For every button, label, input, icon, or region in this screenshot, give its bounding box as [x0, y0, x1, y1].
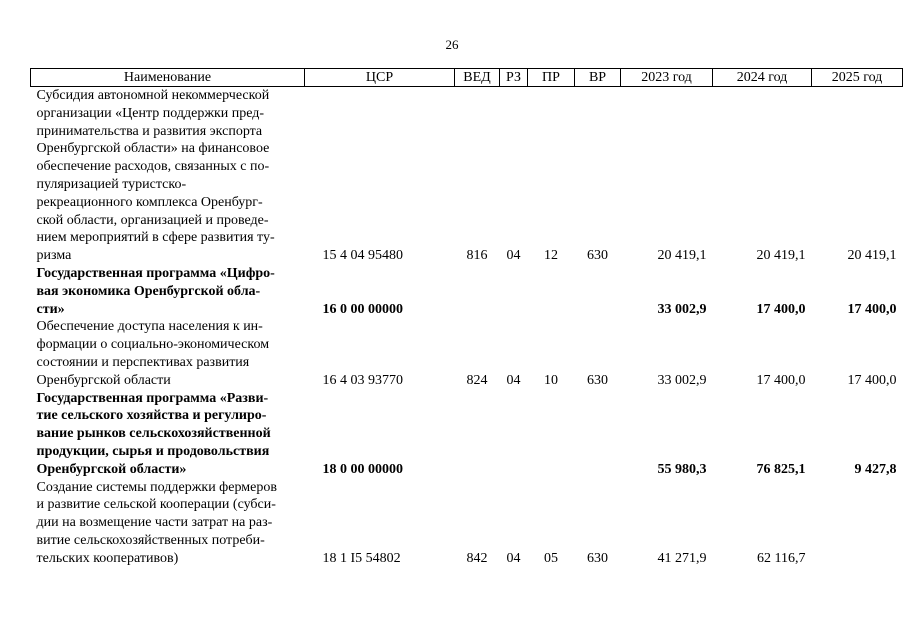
column-header-pr: ПР: [528, 69, 575, 87]
cell-rz: 04: [506, 372, 521, 388]
name-line: Субсидия автономной некоммерческой: [36, 88, 270, 103]
cell-name: [31, 390, 305, 479]
cell-2025: [812, 479, 903, 568]
column-header-2024: 2024 год: [713, 69, 812, 87]
cell-pr: 05: [544, 550, 558, 566]
name-line: состоянии и перспективах развития: [36, 354, 250, 370]
name-line: Государственная программа «Цифро-: [36, 265, 275, 281]
name-line: Оренбургской области: [36, 372, 171, 388]
cell-ved: 816: [466, 248, 488, 264]
cell-vr: [575, 265, 621, 318]
cell-pr: [528, 390, 575, 479]
column-header-2025: 2025 год: [812, 69, 903, 87]
name-line: Оренбургской области»: [36, 461, 187, 477]
cell-2025: 9 427,8: [854, 461, 897, 477]
cell-2023: 33 002,9: [657, 301, 707, 317]
cell-2025: 20 419,1: [847, 248, 897, 264]
cell-ved: [455, 390, 500, 479]
name-line: пуляризацией туристско-: [36, 176, 187, 192]
name-line: организации «Центр поддержки пред-: [36, 105, 265, 121]
cell-2025: 17 400,0: [847, 301, 897, 317]
column-header-2023: 2023 год: [621, 69, 713, 87]
table-row: [31, 87, 903, 265]
name-line: принимательства и развития экспорта: [36, 123, 263, 139]
table-row: [31, 479, 903, 568]
cell-csr: 18 0 00 00000: [322, 461, 403, 477]
cell-csr: 16 4 03 93770: [322, 372, 403, 388]
name-line: формации о социально-экономическом: [36, 337, 270, 353]
column-header-vr: ВР: [575, 69, 621, 87]
name-line: Создание системы поддержки фермеров: [36, 479, 277, 495]
name-line: тельских кооперативов): [36, 550, 179, 566]
table-row: [31, 265, 903, 318]
cell-ved: 842: [466, 550, 488, 566]
cell-vr: [575, 390, 621, 479]
cell-2023: 20 419,1: [657, 248, 707, 264]
column-header-ved: ВЕД: [455, 69, 500, 87]
name-line: тие сельского хозяйства и регулиро-: [36, 408, 267, 424]
cell-pr: [528, 265, 575, 318]
name-line: ской области, организацией и проведе-: [36, 212, 269, 228]
budget-table: [30, 68, 903, 568]
name-line: и развитие сельской кооперации (субси-: [36, 497, 276, 513]
cell-ved: [455, 265, 500, 318]
name-line: вание рынков сельскохозяйственной: [36, 426, 271, 442]
name-line: продукции, сырья и продовольствия: [36, 443, 270, 459]
cell-csr: 15 4 04 95480: [322, 248, 403, 264]
cell-name: [31, 265, 305, 318]
cell-rz: 04: [506, 550, 521, 566]
cell-2025: 17 400,0: [847, 372, 897, 388]
table-row: [31, 318, 903, 389]
name-line: рекреационного комплекса Оренбург-: [36, 194, 263, 210]
cell-2024: 76 825,1: [756, 461, 806, 477]
column-header-rz: РЗ: [500, 69, 528, 87]
cell-rz: [500, 265, 528, 318]
cell-csr: 16 0 00 00000: [322, 301, 403, 317]
cell-2023: 55 980,3: [657, 461, 707, 477]
cell-vr: 630: [587, 372, 608, 388]
table-row: [31, 390, 903, 479]
cell-pr: 10: [544, 372, 558, 388]
name-line: вая экономика Оренбургской обла-: [36, 283, 261, 299]
table-header-row: [31, 69, 903, 87]
cell-name: [31, 479, 305, 568]
cell-name: [31, 318, 305, 389]
name-line: Обеспечение доступа населения к ин-: [36, 319, 263, 335]
cell-2024: 20 419,1: [756, 248, 806, 264]
cell-2024: 17 400,0: [756, 301, 806, 317]
column-header-name: Наименование: [31, 69, 305, 87]
cell-2023: 41 271,9: [657, 550, 707, 566]
name-line: обеспечение расходов, связанных с по-: [36, 159, 270, 175]
name-line: Оренбургской области» на финансовое: [36, 141, 270, 157]
name-line: Государственная программа «Разви-: [36, 390, 269, 406]
cell-csr: 18 1 I5 54802: [322, 550, 401, 566]
cell-2024: 62 116,7: [757, 550, 806, 566]
cell-rz: 04: [506, 248, 521, 264]
name-line: дии на возмещение части затрат на раз-: [36, 515, 273, 531]
name-line: нием мероприятий в сфере развития ту-: [36, 230, 275, 246]
cell-pr: 12: [544, 248, 558, 264]
name-line: витие сельскохозяйственных потреби-: [36, 532, 265, 548]
cell-vr: 630: [587, 550, 608, 566]
cell-ved: 824: [466, 372, 488, 388]
name-line: сти»: [36, 301, 65, 317]
cell-rz: [500, 390, 528, 479]
column-header-csr: ЦСР: [305, 69, 455, 87]
name-line: ризма: [36, 248, 72, 264]
cell-vr: 630: [587, 248, 608, 264]
cell-name: [31, 87, 305, 265]
page-number: 26: [445, 37, 459, 52]
cell-2023: 33 002,9: [657, 372, 707, 388]
cell-2024: 17 400,0: [756, 372, 806, 388]
